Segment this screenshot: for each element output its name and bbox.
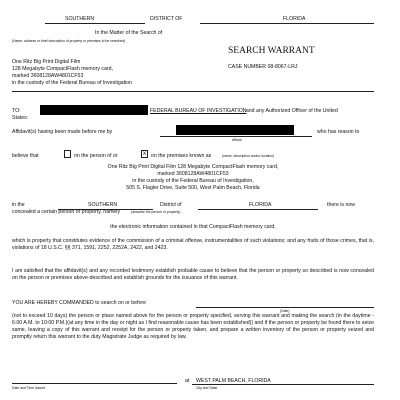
affiant-underline [160,136,312,137]
date-time-label: Date and Time Issued [12,386,45,390]
premises-line-3: in the custody of the Federal Bureau of Investigation, [132,178,254,184]
issue-city: WEST PALM BEACH, FLORIDA [196,378,271,384]
in-district-of-label: District of [160,202,182,208]
to-label: TO: [12,108,21,114]
header-separator [12,91,374,92]
district-underline [45,23,145,24]
believe-label: believe that [12,153,39,159]
commanded-text: YOU ARE HEREBY COMMANDED to search on or before [12,300,146,306]
at-label: at [185,378,190,384]
to-cont: States: [12,115,29,121]
in-rest: there is now [327,202,355,208]
case-number: CASE NUMBER 08-8067-LRJ [228,64,298,70]
date-label: (Date) [280,309,290,313]
date-time-underline [12,383,177,384]
property-line-1: One Ritz Big Print Digital Film [12,59,81,65]
premises-note: (name, description and/or location) [222,154,275,158]
concealed-note: (describe the person or property) [131,210,181,214]
in-state-name: FLORIDA [249,202,272,208]
affidavit-rest: who has reason to [317,129,360,135]
matter-line: In the Matter of the Search of [95,30,163,36]
district-of-label: DISTRICT OF [150,16,183,22]
affiant-label: Affiant [232,138,242,142]
district-name: SOUTHERN [65,16,95,22]
person-label: on the person of or [74,153,118,159]
concealed-text: concealed a certain person or property, namely [12,209,121,215]
state-underline [200,23,374,24]
premises-checkbox[interactable]: x [143,151,146,157]
property-line-2: 128 Megabyte CompactFlash memory card, [12,66,113,72]
probable-cause-paragraph: I am satisfied that the affidavit(s) and any recorded testimony establish probable cause to believe that the person or property so described is now concealed on the person or premises above-described and establish grounds for the issuance of this warrant. [12,268,374,281]
premises-line-1: One Ritz Big Print Digital Film 128 Megabyte CompactFlash memory card, [107,164,279,170]
to-rest: , and any Authorized Officer of the United [243,108,338,114]
in-the-label: in the [12,202,25,208]
property-line-4: in the custody of the Federal Bureau of Investigation [12,80,132,86]
redaction-block [40,105,148,115]
redaction-block [176,125,294,135]
evidence-paragraph: which is property that constitutes evidence of the commission of a criminal offense, instrumentalities of such violations; and any fruits of those crimes, that is, violations of 18 U.S.C. §§ 371, 1591, 2252, 2252A, 2422, and 2423. [12,238,374,251]
matter-subtitle: (Name, address or brief description of property or premises to be searched) [12,39,126,43]
agency-name: FEDERAL BUREAU OF INVESTIGATION [150,108,247,114]
command-paragraph: (not to exceed 10 days) the person or place named above for the person or property specified, serving this warrant and making the search (in the daytime - 6:00 A.M. to 10:00 P.M.)(at any time in the day or night as I find reasonable cause has been established)) and if the person or property be found there to seize same, leaving a copy of this warrant and receipt for the person or property taken, and prepare a written inventory of the person or property seized and promptly return this warrant to the duty Magistrate Judge as required by law. [12,313,374,340]
document-title: SEARCH WARRANT [228,46,315,56]
premises-line-2: marked 3608128AW4801CF53 [157,171,229,177]
premises-line-4: 505 S. Flagler Drive, Suite 500, West Palm Beach, Florida [126,185,260,191]
state-name: FLORIDA [283,16,306,22]
city-underline [192,384,374,385]
concealed-value: the electronic information contained in that CompactFlash memory card, [110,224,276,230]
city-state-label: City and State [196,386,218,390]
affidavit-label: Affidavit(s) having been made before me by [12,129,113,135]
person-checkbox[interactable] [64,150,71,158]
in-state-underline [198,209,318,210]
in-district-name: SOUTHERN [88,202,118,208]
property-line-3: marked 3608128AW4801CF53 [12,73,84,79]
premises-label: on the premises known as [151,153,212,159]
date-underline [196,307,374,308]
